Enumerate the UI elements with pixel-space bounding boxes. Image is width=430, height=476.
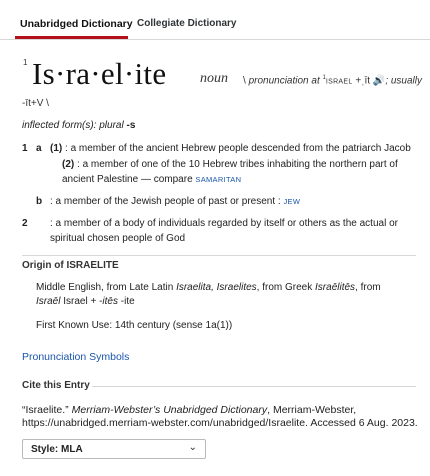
sense-letter: b xyxy=(36,196,43,207)
citation-style-select[interactable] xyxy=(22,439,206,459)
citation-text xyxy=(22,404,422,430)
definition-2 xyxy=(22,216,417,246)
definition-1a2 xyxy=(22,157,417,187)
sense-number: 1 xyxy=(22,143,28,154)
pron-usually: ; usually xyxy=(385,75,422,87)
etym-text: , from xyxy=(355,282,381,293)
divider xyxy=(22,255,416,256)
jew-link[interactable]: JEW xyxy=(283,197,301,206)
sense-number: 2 xyxy=(22,218,28,229)
tab-collegiate-dictionary[interactable]: Collegiate Dictionary xyxy=(137,18,237,29)
inflected-forms xyxy=(22,120,135,131)
etym-italic: Israelita, Israelites xyxy=(176,282,257,293)
pron-open: \ xyxy=(243,75,249,87)
pron-suffix: + xyxy=(352,75,362,87)
inflected-label: inflected form(s): xyxy=(22,120,97,131)
inflected-form: -s xyxy=(126,120,136,131)
etym-italic: Israēlitēs xyxy=(315,282,356,293)
inflected-plural: plural xyxy=(99,120,124,131)
definition-1a1 xyxy=(22,141,417,156)
pron-ipa: ˌīt xyxy=(361,75,371,87)
tab-unabridged-dictionary[interactable]: Unabridged Dictionary xyxy=(20,18,133,30)
citation-rest: , Merriam-Webster, https://unabridged.merriam-webster.com/unabridged/Israelite. Accessed 6 Aug. 2023. xyxy=(22,404,418,429)
definition-text: : a member of one of the 10 Hebrew tribes inhabiting the northern part of ancient Palestine — compare xyxy=(62,159,398,185)
speaker-icon[interactable]: 🔊 xyxy=(372,75,386,87)
divider xyxy=(92,386,416,387)
definition-text: : a member of the Jewish people of past or present : xyxy=(50,196,281,207)
style-select-value: Style: MLA xyxy=(31,444,83,455)
citation-quote: “Israelite.” xyxy=(22,404,69,416)
etym-text: Israel + - xyxy=(63,296,103,307)
etym-text: -ite xyxy=(117,296,135,307)
homograph-number: 1 xyxy=(23,58,28,67)
pronunciation xyxy=(243,75,422,86)
pronunciation-symbols-link[interactable]: Pronunciation Symbols xyxy=(22,351,130,363)
etym-text: Middle English, from Late Latin xyxy=(36,282,174,293)
pron-ref-link[interactable]: ISRAEL xyxy=(325,78,353,86)
headword: Is·ra·el·ite xyxy=(32,56,167,91)
definition-text: : a member of a body of individuals regarded by itself or others as the actual or spiritual chosen people of God xyxy=(50,218,398,244)
etym-text: , from Greek xyxy=(256,282,313,293)
definitions xyxy=(22,141,417,246)
sense-letter: a xyxy=(36,143,42,154)
etym-italic: Israēl xyxy=(36,296,61,307)
chevron-down-icon: ⌄ xyxy=(188,442,197,453)
etym-italic: itēs xyxy=(102,296,118,307)
first-known-use: First Known Use: 14th century (sense 1a(1)) xyxy=(36,320,233,331)
pron-sup: 1 xyxy=(322,75,326,81)
pron-intro: pronunciation at xyxy=(248,75,320,87)
origin-heading: Origin of ISRAELITE xyxy=(22,260,119,271)
citation-source: Merriam-Webster’s Unabridged Dictionary xyxy=(71,404,268,416)
dictionary-tabs xyxy=(0,0,430,40)
active-tab-indicator xyxy=(15,36,128,39)
subsense-number: (1) xyxy=(50,143,63,154)
pronunciation-variant: -īt+V \ xyxy=(22,98,49,109)
samaritan-link[interactable]: SAMARITAN xyxy=(195,175,242,184)
definition-text: : a member of the ancient Hebrew people descended from the patriarch Jacob xyxy=(65,143,411,154)
part-of-speech: noun xyxy=(200,71,228,86)
cite-heading: Cite this Entry xyxy=(22,380,90,391)
subsense-number: (2) xyxy=(62,159,75,170)
etymology xyxy=(36,281,406,309)
definition-1b xyxy=(22,194,417,209)
